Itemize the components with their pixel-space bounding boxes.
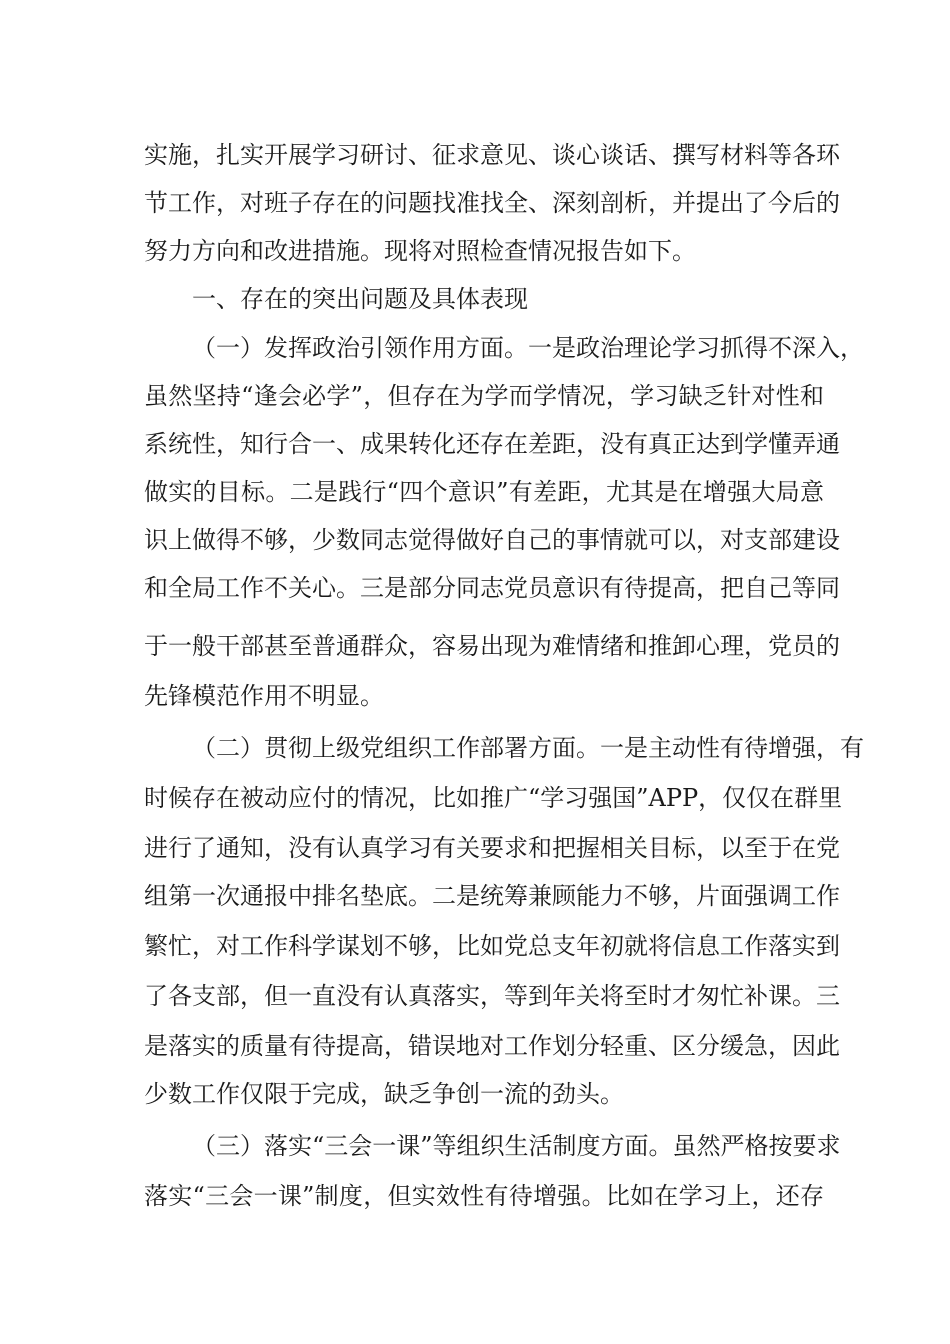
paragraph-line: 实施，扎实开展学习研讨、征求意见、谈心谈话、撰写材料等各环 [144,141,840,169]
paragraph-line: 节工作，对班子存在的问题找准找全、深刻剖析，并提出了今后的 [144,189,840,217]
paragraph-line: 繁忙，对工作科学谋划不够，比如党总支年初就将信息工作落实到 [144,932,840,960]
paragraph-line: 努力方向和改进措施。现将对照检查情况报告如下。 [144,237,696,265]
paragraph-line: 时候存在被动应付的情况，比如推广“学习强国”APP，仅仅在群里 [144,784,843,812]
paragraph-line: 落实“三会一课”制度，但实效性有待增强。比如在学习上，还存 [144,1182,824,1210]
paragraph-line: 组第一次通报中排名垫底。二是统筹兼顾能力不够，片面强调工作 [144,882,840,910]
section-heading: 一、存在的突出问题及具体表现 [192,285,528,313]
paragraph-line: 做实的目标。二是践行“四个意识”有差距，尤其是在增强大局意 [144,478,824,506]
paragraph-line: 了各支部，但一直没有认真落实，等到年关将至时才匆忙补课。三 [144,982,840,1010]
paragraph-line: 先锋模范作用不明显。 [144,682,384,710]
paragraph-line: （一）发挥政治引领作用方面。一是政治理论学习抓得不深入， [192,334,864,362]
paragraph-line: 于一般干部甚至普通群众，容易出现为难情绪和推卸心理，党员的 [144,632,840,660]
paragraph-line: （三）落实“三会一课”等组织生活制度方面。虽然严格按要求 [192,1132,841,1160]
paragraph-line: 进行了通知，没有认真学习有关要求和把握相关目标，以至于在党 [144,834,840,862]
paragraph-line: 虽然坚持“逢会必学”，但存在为学而学情况，学习缺乏针对性和 [144,382,824,410]
paragraph-line: 和全局工作不关心。三是部分同志党员意识有待提高，把自己等同 [144,574,840,602]
paragraph-line: 少数工作仅限于完成，缺乏争创一流的劲头。 [144,1080,624,1108]
paragraph-line: 系统性，知行合一、成果转化还存在差距，没有真正达到学懂弄通 [144,430,840,458]
paragraph-line: 识上做得不够，少数同志觉得做好自己的事情就可以，对支部建设 [144,526,840,554]
paragraph-line: （二）贯彻上级党组织工作部署方面。一是主动性有待增强，有 [192,734,864,762]
paragraph-line: 是落实的质量有待提高，错误地对工作划分轻重、区分缓急，因此 [144,1032,840,1060]
